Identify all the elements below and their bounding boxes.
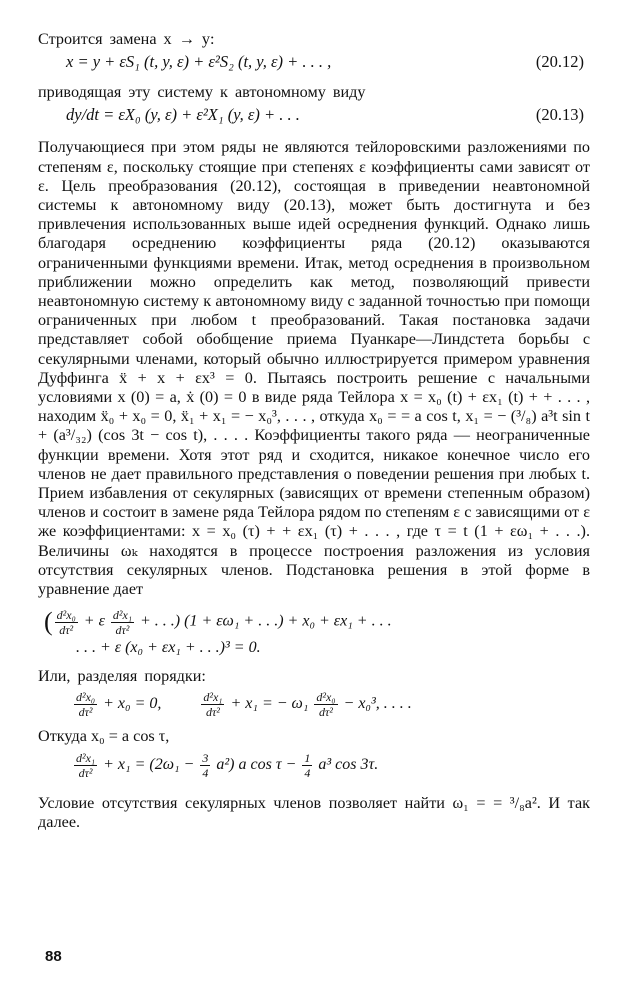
equation-20-13-formula: dy/dt = εX₀ (y, ε) + ε²X₁ (y, ε) + . . . [66,105,300,125]
equation-20-12-number: (20.12) [535,52,584,72]
fraction-d2x0-dtau2: $\frac{\text{d²x₀}}{\text{dτ²}}$ [56,607,76,637]
substitution-equation-line-1: ( $\frac{\text{d²x₀}}{\text{dτ²}}$ + ε $\frac{\text{d²x₁}}{\text{dτ²}}$ + . . .) (1 + εω₁ + . . .) + x₀ + εx₁ + . . . [44,607,392,637]
equation-20-12 [38,49,590,75]
intro-line: Строится замена x → y: [38,30,215,48]
final-equation [72,751,590,780]
page-body [38,30,590,832]
equation-20-13 [38,102,590,128]
orders-second-end: − x₀³, . . . . [343,695,412,713]
fraction-d2x1-dtau2-b: $\frac{\text{d²x₁}}{\text{dτ²}}$ [76,750,96,780]
equation-20-13-number: (20.13) [535,105,584,125]
substitution-equation-line-2: . . . + ε (x₀ + εx₁ + . . .)³ = 0. [76,639,261,657]
fraction-three-quarters: $\frac{3}{4}$ [202,750,209,780]
substitution-line-1-rest: + . . .) (1 + εω₁ + . . .) + x₀ + εx₁ + . . . [140,612,392,630]
orders-equation [72,690,590,719]
main-paragraph: Получающиеся при этом ряды не являются тейлоровскими разложениями по степеням ε, поскольку стоящие при степенях ε коэффициенты сами зависят от ε. Цель преобразования (20.12), состоящая в приведении неавтономной системы к автономному виду (20.13), может быть достигнута и без привлечения использованных выше идей осреднения функций. Однако лишь благодаря осреднению коэффициенты ряда (20.12) оказываются ограниченными функциями времени. Итак, метод осреднения в произвольном приближении можно определить как метод, позволяющий привести неавтономную систему к автономному виду с заданной точностью при помощи ограниченных при любом t преобразований. Такая постановка задачи представляет собой обобщение приема Пуанкаре—Линдстета борьбы с секулярными членами, который обычно иллюстрируется примером уравнения Дуффинга ẍ + x + εx³ = 0. Пытаясь построить решение с начальными условиями x (0) = a, ẋ (0) = 0 в виде ряда Тейлора x = x₀ (t) + εx₁ (t) + + . . . , находим ẍ₀ + x₀ = 0, ẍ₁ + x₁ = − x₀³, . . . , откуда x₀ = = a cos t, x₁ = − (³/₈) a³t sin t + (a³/₃₂) (cos 3t − cos t), . . . . Коэффициенты такого ряда — неограниченные функции времени. Хотя этот ряд и сходится, никакое конечное число его членов не дает правильного представления о поведении решения при любых t. Прием избавления от секулярных (зависящих от времени степенным образом) членов и состоит в замене ряда Тейлора рядом по степеням ε с зависящими от ε же коэффициентами: x = x₀ (τ) + + εx₁ (τ) + . . . , где τ = t (1 + εω₁ + . . .). Величины ωₖ находятся в процессе построения разложения из условия отсутствия секулярных членов. Подстановка решения в этой форме в уравнение дает [38,138,590,599]
mid-line: приводящая эту систему к автономному виду [38,83,366,102]
fraction-one-quarter: $\frac{1}{4}$ [304,750,311,780]
orders-first-rest: + x₀ = 0, [103,695,162,713]
fraction-d2x0-dtau2-a: $\frac{\text{d²x₀}}{\text{dτ²}}$ [76,690,96,720]
page-number: 88 [45,948,62,965]
final-equation-tail: a³ cos 3τ. [318,755,379,773]
whence-line: Откуда x₀ = a cos τ, [38,727,170,746]
final-equation-mid: + x₁ = (2ω₁ − [103,755,195,773]
or-line: Или, разделяя порядки: [38,667,206,686]
orders-second-mid: + x₁ = − ω₁ [230,695,309,713]
equation-20-12-formula: x = y + εS₁ (t, y, ε) + ε²S₂ (t, y, ε) + . . . , [66,52,332,72]
fraction-d2x1-dtau2: $\frac{\text{d²x₁}}{\text{dτ²}}$ [112,607,132,637]
fraction-d2x1-dtau2-a: $\frac{\text{d²x₁}}{\text{dτ²}}$ [203,690,223,720]
conclusion-paragraph: Условие отсутствия секулярных членов позволяет найти ω₁ = = ³/₈a². И так далее. [38,793,590,831]
fraction-d2x0-dtau2-b: $\frac{\text{d²x₀}}{\text{dτ²}}$ [316,690,336,720]
final-equation-after-frac: a²) a cos τ − [216,755,297,773]
